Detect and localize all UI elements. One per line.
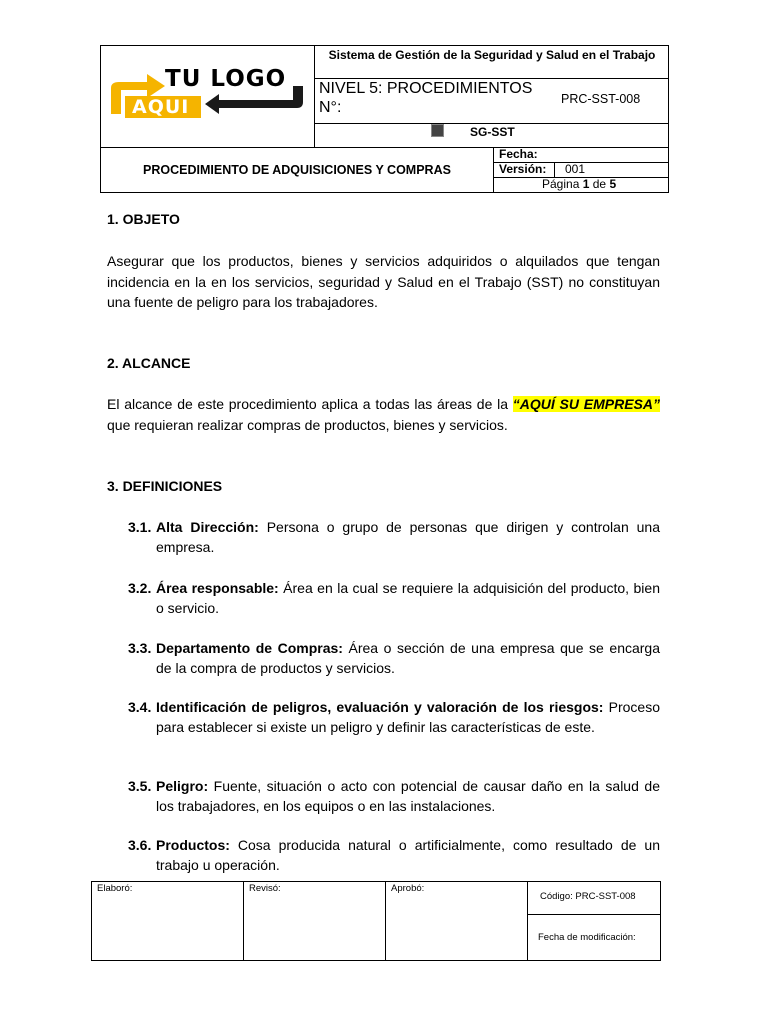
definition-item bbox=[128, 776, 660, 816]
section-heading-alcance: 2. ALCANCE bbox=[107, 355, 191, 371]
definition-number: 3.2. bbox=[128, 580, 152, 596]
definition-term: Área responsable: bbox=[156, 580, 279, 596]
definition-term: Productos: bbox=[156, 837, 230, 853]
definition-term: Departamento de Compras: bbox=[156, 640, 343, 656]
definition-number: 3.3. bbox=[128, 640, 152, 656]
version-value: 001 bbox=[565, 162, 586, 176]
document-header bbox=[100, 45, 669, 193]
footer-reviso: Revisó: bbox=[249, 883, 281, 894]
footer-aprobo: Aprobó: bbox=[391, 883, 425, 894]
footer-fecha-modificacion: Fecha de modificación: bbox=[538, 932, 636, 943]
page-indicator bbox=[542, 177, 616, 191]
definition-text: Persona o grupo de personas que dirigen y controlan una empresa. bbox=[156, 519, 660, 555]
definition-item bbox=[128, 697, 660, 737]
definition-term: Peligro: bbox=[156, 778, 209, 794]
section-text-alcance bbox=[107, 394, 660, 435]
document-code: PRC-SST-008 bbox=[561, 92, 641, 106]
definition-item bbox=[128, 517, 660, 557]
definition-item bbox=[128, 638, 660, 678]
definition-text: Fuente, situación o acto con potencial de causar daño en la salud de los trabajadores, en los equipos o en las instalaciones. bbox=[156, 778, 660, 814]
procedure-level: NIVEL 5: PROCEDIMIENTOS N°: bbox=[319, 80, 533, 116]
definition-number: 3.1. bbox=[128, 519, 152, 535]
document-footer bbox=[91, 881, 661, 961]
definition-number: 3.6. bbox=[128, 837, 152, 853]
logo-text-bottom: AQUI bbox=[132, 96, 190, 118]
version-label: Versión: bbox=[499, 162, 547, 176]
page-current: 1 bbox=[582, 177, 590, 191]
fecha-label: Fecha: bbox=[499, 147, 538, 161]
definition-number: 3.5. bbox=[128, 778, 152, 794]
footer-elaboro: Elaboró: bbox=[97, 883, 133, 894]
definition-number: 3.4. bbox=[128, 699, 152, 715]
system-title: Sistema de Gestión de la Seguridad y Salud en el Trabajo bbox=[328, 48, 656, 62]
logo-text-top: TU LOGO bbox=[165, 66, 287, 92]
alcance-text-after: que requieran realizar compras de productos, bienes y servicios. bbox=[107, 416, 508, 433]
definition-text: Proceso para establecer si existe un peligro y definir las características de este. bbox=[156, 699, 660, 735]
definition-term: Alta Dirección: bbox=[156, 519, 259, 535]
footer-codigo: Código: PRC-SST-008 bbox=[540, 891, 636, 902]
checkbox-icon bbox=[431, 124, 444, 137]
sgsst-label bbox=[431, 124, 515, 139]
company-placeholder-highlight: “AQUÍ SU EMPRESA” bbox=[512, 396, 660, 412]
definition-text: Área o sección de una empresa que se encarga de la compra de productos y servicios. bbox=[156, 640, 660, 676]
section-heading-definiciones: 3. DEFINICIONES bbox=[107, 478, 223, 494]
section-heading-objeto: 1. OBJETO bbox=[107, 211, 180, 227]
definition-text: Área en la cual se requiere la adquisición del producto, bien o servicio. bbox=[156, 580, 660, 616]
page-of: de bbox=[592, 177, 607, 191]
procedure-title: PROCEDIMIENTO DE ADQUISICIONES Y COMPRAS bbox=[143, 163, 451, 177]
definition-item bbox=[128, 835, 660, 875]
sgsst-text: SG-SST bbox=[470, 125, 515, 139]
definition-text: Cosa producida natural o artificialmente, como resultado de un trabajo u operación. bbox=[156, 837, 660, 873]
section-text-objeto: Asegurar que los productos, bienes y servicios adquiridos o alquilados que tengan incidencia en la en los servicios, seguridad y Salud en el Trabajo (SST) no constituyan una fuente de peligro para los trabajadores. bbox=[107, 253, 660, 310]
definition-item bbox=[128, 578, 660, 618]
page-prefix: Página bbox=[542, 177, 580, 191]
alcance-text-before: El alcance de este procedimiento aplica a todas las áreas de la bbox=[107, 396, 513, 412]
page-total: 5 bbox=[609, 177, 617, 191]
company-logo bbox=[107, 68, 309, 124]
definition-term: Identificación de peligros, evaluación y valoración de los riesgos: bbox=[156, 699, 604, 715]
